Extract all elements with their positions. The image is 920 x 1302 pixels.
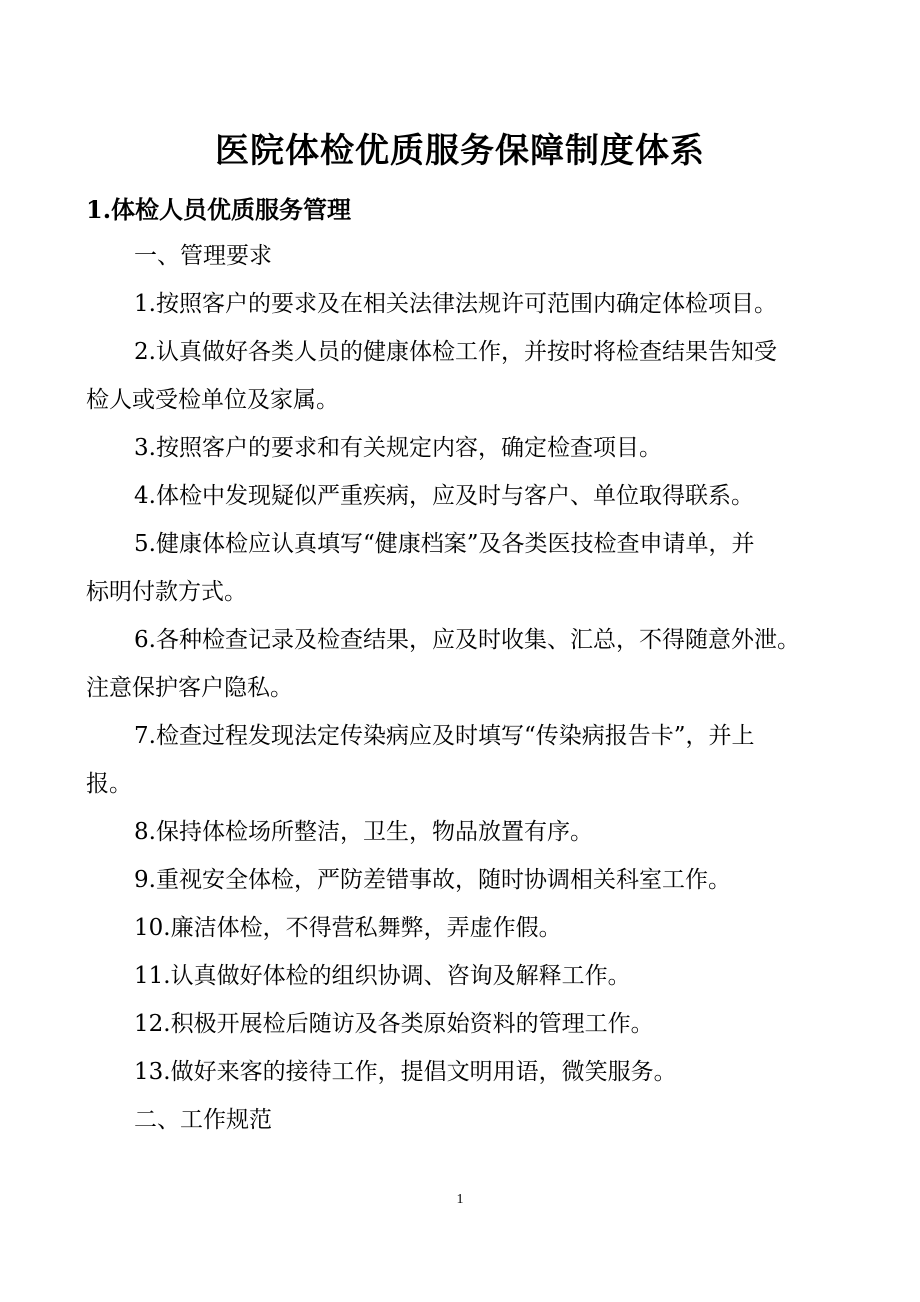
list-item: 5.健康体检应认真填写“健康档案”及各类医技检查申请单，并 bbox=[134, 531, 755, 557]
list-item: 11.认真做好体检的组织协调、咨询及解释工作。 bbox=[134, 963, 631, 989]
list-item-continuation: 标明付款方式。 bbox=[86, 579, 247, 605]
subheading-work-standards: 二、工作规范 bbox=[134, 1107, 272, 1133]
list-item: 12.积极开展检后随访及各类原始资料的管理工作。 bbox=[134, 1011, 654, 1037]
list-item: 8.保持体检场所整洁，卫生，物品放置有序。 bbox=[134, 819, 593, 845]
list-item-continuation: 检人或受检单位及家属。 bbox=[86, 387, 339, 413]
list-item: 1.按照客户的要求及在相关法律法规许可范围内确定体检项目。 bbox=[134, 291, 777, 317]
list-item: 6.各种检查记录及检查结果，应及时收集、汇总，不得随意外泄。 bbox=[134, 627, 800, 653]
section-heading: 1.体检人员优质服务管理 bbox=[86, 195, 352, 224]
page-title: 医院体检优质服务保障制度体系 bbox=[215, 131, 705, 171]
list-item: 2.认真做好各类人员的健康体检工作，并按时将检查结果告知受 bbox=[134, 339, 777, 365]
subheading-management-requirements: 一、管理要求 bbox=[134, 243, 272, 269]
list-item: 9.重视安全体检，严防差错事故，随时协调相关科室工作。 bbox=[134, 867, 731, 893]
list-item: 7.检查过程发现法定传染病应及时填写“传染病报告卡”，并上 bbox=[134, 723, 755, 749]
list-item-continuation: 报。 bbox=[86, 771, 132, 797]
list-item: 10.廉洁体检，不得营私舞弊，弄虚作假。 bbox=[134, 915, 562, 941]
list-item: 3.按照客户的要求和有关规定内容，确定检查项目。 bbox=[134, 435, 662, 461]
list-item: 13.做好来客的接待工作，提倡文明用语，微笑服务。 bbox=[134, 1059, 677, 1085]
list-item-continuation: 注意保护客户隐私。 bbox=[86, 675, 293, 701]
page-number: 1 bbox=[456, 1192, 464, 1207]
list-item: 4.体检中发现疑似严重疾病，应及时与客户、单位取得联系。 bbox=[134, 483, 754, 509]
